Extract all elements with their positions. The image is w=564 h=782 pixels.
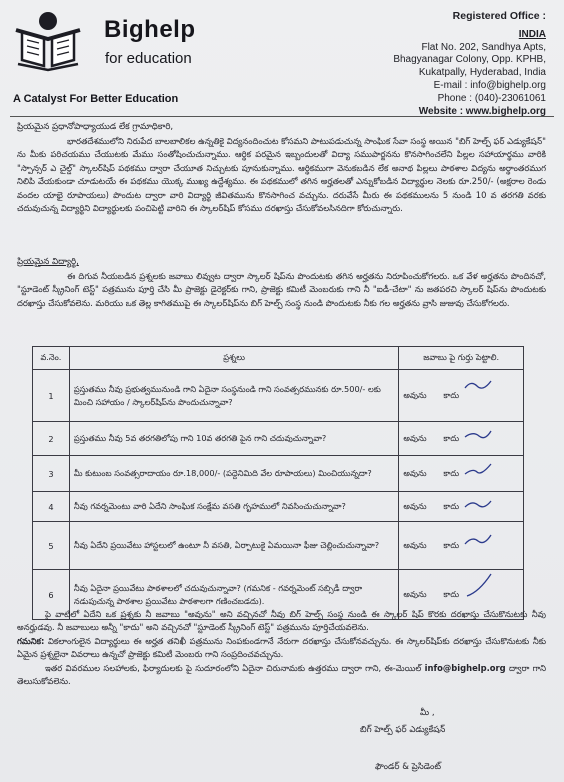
registered-office — [393, 10, 546, 118]
tagline: A Catalyst For Better Education — [13, 93, 179, 105]
office-line: Bhagyanagar Colony, Opp. KPHB, — [393, 54, 546, 66]
sign-title: ఫౌండర్ & ప్రెసిడెంట్ — [375, 762, 441, 772]
header-divider — [10, 116, 554, 117]
row-number: 2 — [33, 422, 70, 456]
bighelp-logo — [14, 8, 92, 76]
answer-no[interactable]: కాదు — [443, 432, 460, 443]
row-question: ప్రస్తుతము నీవు 5వ తరగతిలోపు గాని 10వ తరగతి పైన గాని చదువుచున్నావా? — [69, 422, 398, 456]
row-question: ప్రస్తుతము నీవు ప్రభుత్వమునుండి గాని ఏదైనా సంస్థనుండి గాని సంవత్సరమునకు రూ.500/- లకు మించి సహాయం / స్కాలర్‌షిప్‌ను పొందుచున్నావా? — [69, 370, 398, 422]
intro-paragraph: భారతదేశములోని నిరుపేద బాలబాలికల ఉన్నతికై విద్యనందించుట కోసమని పాటుపడుచున్న సాంఘిక సేవా సంస్థ అయిన "బిగ్ హెల్ప్ ఫర్ ఎడ్యుకేషన్" ను మీకు పరిచయము చేయుటకు మేము సంతోషించుచున్నాము. ఆర్థిక పరమైన ఇబ్బందులతో విద్యా సముపార్జనను కొనసాగించలేని పిల్లల సహాయార్థము వారికి "స్పాన్సర్ ఎ చైల్డ్" స్కాలర్‌షిప్ పథకము ద్వారా చేయూత నిచ్చుటకు పూనుకున్నాము. ఆర్థికముగా వెనుకబడిన లేక అనాథ పిల్లలు పాఠశాల విద్యను అర్థాంతరముగ నిలిపి వేయకుండా చూడుటయే ఈ పథకము యొక్క ముఖ్య ఉద్దేశ్యము. ఈ పథకములో తగిన అర్హతలతో ఎన్నుకోబడిన విద్యార్థుల నెలకు రూ.250/- (అక్షరాల రెండు వందల యాభై రూపాయలు) పొందుట ద్వారా వారి విద్యార్థి జీవితమును కొనసాగించ వచ్చును. దరువేసే మీరు ఈ పథకములను 5 నుండి 10 వ తరగతి వరకు చదువుచున్న విద్యార్థిని విద్యార్థులకు పంచిపెట్టి వారిని ఈ స్కాలర్‌షిప్ కోసము దరఖాస్తు చేసుకోవలసినదిగా కోరుచున్నారు. — [17, 136, 546, 214]
table-header-row — [33, 347, 524, 370]
answer-yes[interactable]: అవును — [403, 500, 427, 511]
answer-cell[interactable] — [399, 456, 524, 492]
answer-yes[interactable]: అవును — [403, 389, 427, 400]
check-mark-icon — [463, 427, 493, 441]
row-number: 5 — [33, 522, 70, 570]
office-title: Registered Office : — [452, 10, 546, 22]
col-answer-header: జవాబు పై గుర్తు పెట్టాలి. — [399, 347, 524, 370]
row-question: నీవు ఏదైనా ప్రయివేటు పాఠశాలలో చదువుచున్నావా? (గమనిక - గవర్నమెంట్ సబ్సిడీ ద్వారా నడుపుచున్న పాఠశాల ప్రయివేటు పాఠశాలగా గణించబడదు). — [69, 570, 398, 620]
answer-cell[interactable] — [399, 492, 524, 522]
sign-organization: బిగ్ హెల్ప్ ఫర్ ఎడ్యుకేషన్ — [360, 725, 446, 735]
note-label: గమనిక: — [17, 636, 45, 646]
answer-no[interactable]: కాదు — [443, 588, 460, 599]
table-row — [33, 522, 524, 570]
office-line: Flat No. 202, Sandhya Apts, — [421, 41, 546, 53]
office-line: Kukatpally, Hyderabad, India — [418, 67, 546, 79]
check-mark-icon — [463, 378, 493, 392]
row-number: 3 — [33, 456, 70, 492]
row-number: 1 — [33, 370, 70, 422]
contact-paragraph — [17, 662, 546, 689]
answer-yes[interactable]: అవును — [403, 588, 427, 599]
eligibility-table — [32, 346, 524, 620]
note-text: వికలాంగులైన విద్యార్థులు ఈ అర్హత తనిఖీ పత్రమును నింపకుండగానే నేరుగా దరఖాస్తు చేసుకోనవచ్చును. ఈ స్కాలర్‌షిప్‌కు దరఖాస్తు చేసుకొనుటకు నీకు ఏమైన ప్రశ్నలైనా వివరాలు ఉన్నచో ప్రాజెక్టు కమిటీ మెంబరు గాని సంప్రదించవచ్చును. — [17, 636, 546, 660]
row-number: 6 — [33, 570, 70, 620]
answer-cell[interactable] — [399, 370, 524, 422]
note-paragraph — [17, 635, 546, 662]
row-question: నీవు గవర్నమెంటు వారి ఏదేని సాంఘిక సంక్షేమ వసతి గృహములో నివసించుచున్నావా? — [69, 492, 398, 522]
office-country: INDIA — [518, 28, 546, 40]
office-email: E-mail : info@bighelp.org — [433, 79, 546, 91]
sign-off: మీ , — [420, 708, 435, 718]
contact-text-end: ద్వారా గాని తెలుసుకోవలెను. — [17, 663, 546, 687]
table-row — [33, 456, 524, 492]
col-number-header: వ.నెం. — [33, 347, 70, 370]
student-paragraph: ఈ దిగువ నీయబడిన ప్రశ్నలకు జవాబు లివ్వుట ద్వారా స్కాలర్ షిప్‌ను పొందుటకు తగిన అర్హతను నిరూపించుకోగలరు. ఒక వేళ అర్హతను పొందినచో, "స్టూడెంట్ స్క్రీనింగ్ టెస్ట్" పత్రమును పూర్తి చేసి మీ ప్రాజెక్టు డైరెక్టర్‌కు గాని, ప్రాజెక్టు కమిటీ మెంబరుకు గాని నీ "ఐడీ-చేటా" ను జతపరచి స్కాలర్ షిప్‌ను పొందుటకు దరఖాస్తు చేసుకోవలెను. మరియు ఒక తెల్ల కాగితముపై ఈ స్కాలర్‌షిప్‌ను బిగ్ హెల్ప్ సంస్థ నుండి పొందుటకు నీకు గల అర్హతను వ్రాసి జుజువు చేసుకోగలరు. — [17, 271, 546, 308]
row-question: నీవు ఏదేని ప్రయివేటు హాస్టలులో ఉంటూ నీ వసతి, ఏర్పాటుకై ఏమయినా ఫీజు చెల్లించుచున్నావా? — [69, 522, 398, 570]
answer-no[interactable]: కాదు — [443, 389, 460, 400]
row-question: మీ కుటుంబ సంవత్సరాదాయం రూ.18,000/- (పద్దెనిమిది వేల రూపాయలు) మించియున్నదా? — [69, 456, 398, 492]
check-mark-icon — [463, 532, 493, 548]
salutation-headmaster: ప్రియమైన ప్రధానోపాధ్యాయుడ లేక గ్రామాధికారి, — [17, 122, 174, 132]
office-website: Website : www.bighelp.org — [418, 105, 546, 117]
row-number: 4 — [33, 492, 70, 522]
instruction-paragraph: పై వాటిలో ఏదేని ఒక ప్రశ్నకు నీ జవాబు "అవును" అని వచ్చినచో నీవు బిగ్ హెల్ప్ సంస్థ నుండి ఈ స్కాలర్ షిప్ కొరకు దరఖాస్తు చేసుకొనుటకు నీవు అనర్హుడవు. నీ జవాబులు అన్నీ "కాదు" అని వచ్చినచో "స్టూడెంట్ స్క్రీనింగ్ టెస్ట్" పత్రమును పూర్తిచేయవలెను. — [17, 609, 546, 633]
table-row — [33, 422, 524, 456]
answer-cell[interactable] — [399, 422, 524, 456]
contact-text: ఇతర వివరముల సలహాలకు, ఫిర్యాదులకు పై సుదూరంలోని ఏదైనా చిరునామకు ఉత్తరము ద్వారా గాని, ఈ-మెయిల్ — [45, 663, 425, 673]
contact-email-link[interactable]: info@bighelp.org — [424, 663, 506, 673]
answer-no[interactable]: కాదు — [443, 467, 460, 478]
answer-yes[interactable]: అవును — [403, 539, 427, 550]
office-phone: Phone : (040)-23061061 — [437, 92, 546, 104]
salutation-student: ప్రియమైన విద్యార్థి, — [17, 257, 79, 267]
answer-no[interactable]: కాదు — [443, 500, 460, 511]
answer-cell[interactable] — [399, 522, 524, 570]
brand-subtitle: for education — [105, 50, 192, 67]
brand-name: Bighelp — [104, 16, 196, 43]
check-mark-icon — [463, 462, 493, 478]
check-mark-icon — [465, 572, 493, 602]
col-question-header: ప్రశ్నలు — [69, 347, 398, 370]
table-row — [33, 370, 524, 422]
table-row — [33, 492, 524, 522]
answer-yes[interactable]: అవును — [403, 467, 427, 478]
answer-yes[interactable]: అవును — [403, 432, 427, 443]
check-mark-icon — [463, 497, 493, 511]
answer-no[interactable]: కాదు — [443, 539, 460, 550]
